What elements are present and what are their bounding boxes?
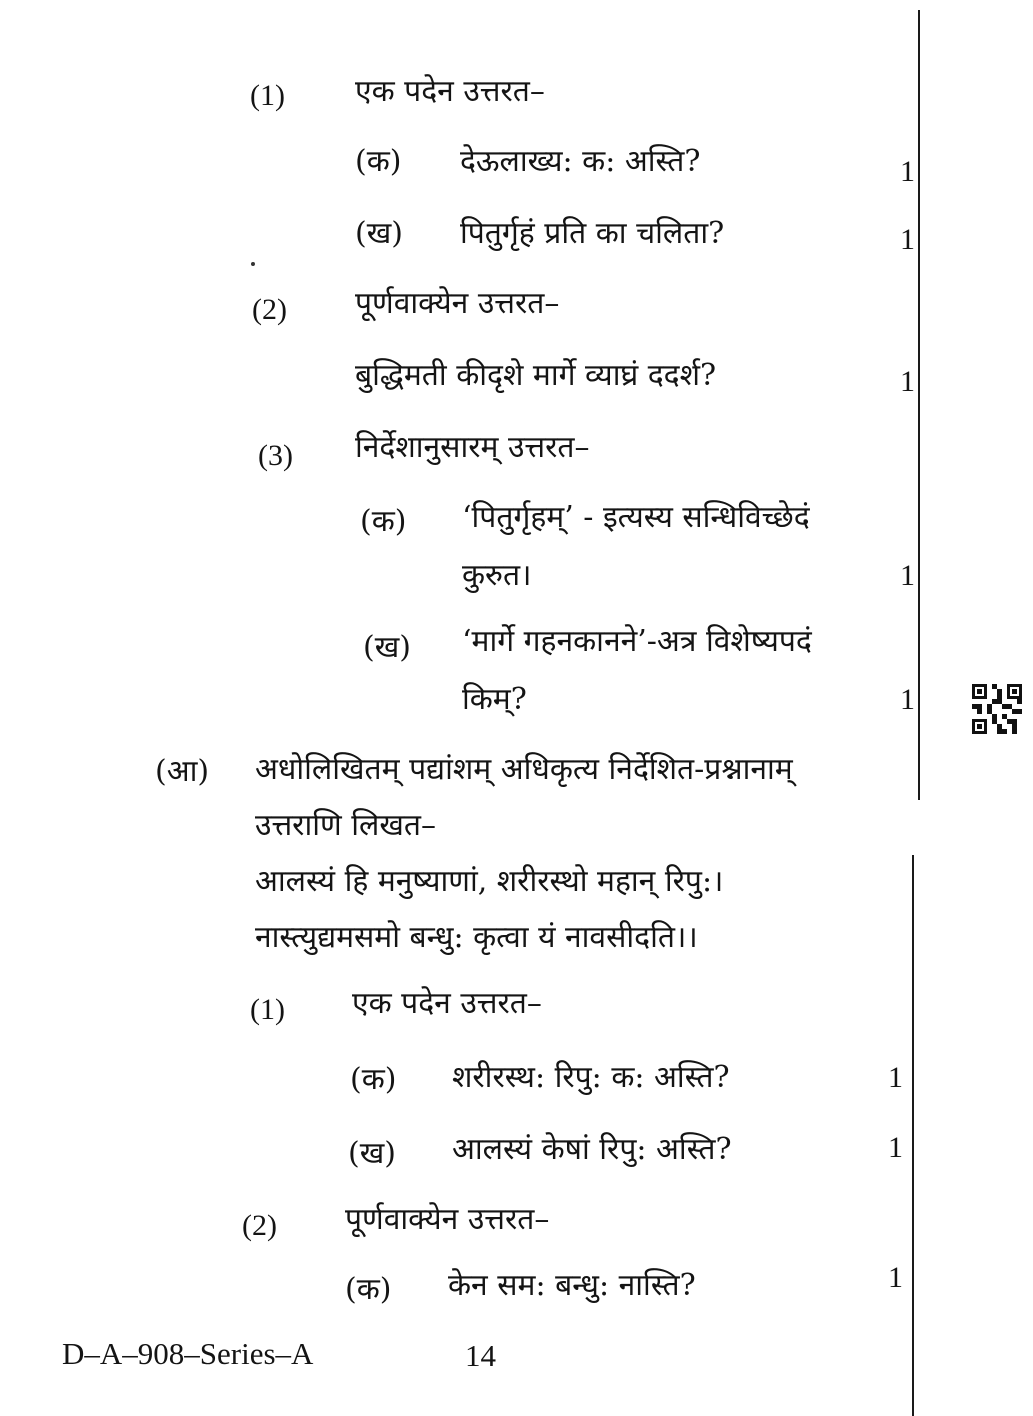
right-margin-rule: [918, 10, 920, 800]
q2a-text: बुद्धिमती कीदृशे मार्गे व्याघ्रं ददर्श?: [355, 358, 717, 393]
section-aa-intro-line1: अधोलिखितम् पद्यांशम् अधिकृत्य निर्देशित-प्रश्नानाम्: [255, 752, 793, 787]
q1a-label: (क): [355, 144, 402, 179]
section-aa-label: (आ): [155, 754, 210, 789]
q1b-label: (ख): [355, 216, 403, 251]
q3b-line1: ‘मार्गे गहनकानने’-अत्र विशेष्यपदं: [462, 624, 812, 659]
aa-q1-heading: एक पदेन उत्तरत–: [352, 986, 542, 1021]
q2-label: (2): [252, 293, 287, 326]
speck: [251, 262, 255, 266]
paper-code: D–A–908–Series–A: [62, 1336, 314, 1371]
q3b-label: (ख): [363, 630, 411, 665]
q1a-text: देऊलाख्य: क: अस्ति?: [460, 144, 701, 179]
verse-line2: नास्त्युद्यमसमो बन्धु: कृत्वा यं नावसीदति।।: [255, 920, 698, 955]
aa-q2a-text: केन सम: बन्धु: नास्ति?: [448, 1268, 696, 1303]
section-aa-intro-line2: उत्तराणि लिखत–: [255, 808, 436, 843]
qr-code-icon: [972, 684, 1022, 734]
q3-heading: निर्देशानुसारम् उत्तरत–: [355, 430, 590, 465]
q3a-mark: 1: [900, 559, 915, 592]
q1a-mark: 1: [900, 155, 915, 188]
q1b-mark: 1: [900, 223, 915, 256]
q2-heading: पूर्णवाक्येन उत्तरत–: [355, 286, 560, 321]
q3b-line2: किम्?: [462, 682, 527, 717]
q1-heading: एक पदेन उत्तरत–: [355, 74, 545, 109]
page-number: 14: [465, 1338, 496, 1373]
q1-label: (1): [250, 79, 285, 112]
aa-q2a-label: (क): [345, 1272, 392, 1307]
aa-q1a-text: शरीरस्थ: रिपु: क: अस्ति?: [452, 1060, 730, 1095]
q3a-line1: ‘पितुर्गृहम्’ - इत्यस्य सन्धिविच्छेदं: [462, 500, 810, 535]
aa-q1a-mark: 1: [888, 1061, 903, 1094]
aa-q1b-text: आलस्यं केषां रिपु: अस्ति?: [452, 1132, 732, 1167]
aa-q1a-label: (क): [350, 1062, 397, 1097]
aa-q2a-mark: 1: [888, 1261, 903, 1294]
verse-line1: आलस्यं हि मनुष्याणां, शरीरस्थो महान् रिपु:।: [255, 864, 724, 899]
aa-q1b-mark: 1: [888, 1131, 903, 1164]
q2a-mark: 1: [900, 365, 915, 398]
aa-q2-label: (2): [242, 1209, 277, 1242]
q3a-label: (क): [360, 504, 407, 539]
aa-q2-heading: पूर्णवाक्येन उत्तरत–: [345, 1202, 550, 1237]
aa-q1-label: (1): [250, 993, 285, 1026]
q3a-line2: कुरुत।: [462, 558, 532, 593]
q3b-mark: 1: [900, 683, 915, 716]
right-margin-rule-lower: [912, 855, 914, 1416]
q1b-text: पितुर्गृहं प्रति का चलिता?: [460, 216, 725, 251]
q3-label: (3): [258, 439, 293, 472]
aa-q1b-label: (ख): [348, 1136, 396, 1171]
